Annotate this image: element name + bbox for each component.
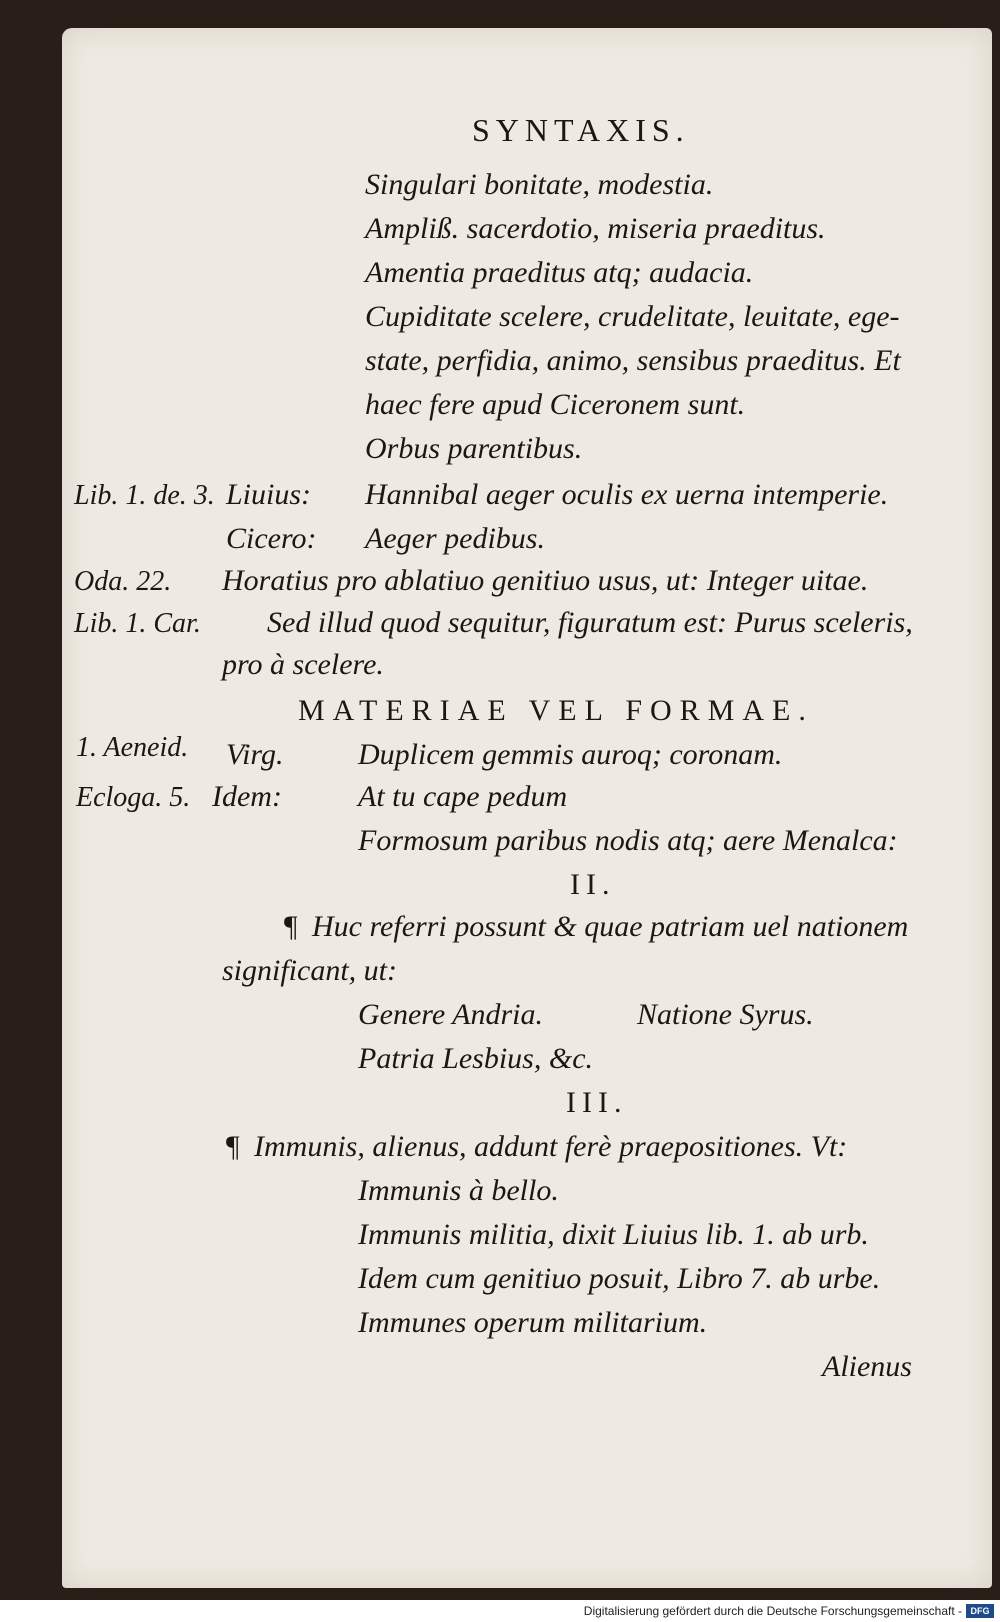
text-line: Idem cum genitiuo posuit, Libro 7. ab urbe. bbox=[358, 1262, 881, 1295]
text-line: Genere Andria. bbox=[358, 998, 543, 1031]
pilcrow-icon: ¶ bbox=[226, 1130, 240, 1163]
text-line: haec fere apud Ciceronem sunt. bbox=[365, 388, 746, 421]
margin-note: Lib. 1. Car. bbox=[74, 608, 201, 639]
margin-note: Lib. 1. de. 3. bbox=[74, 480, 215, 511]
text-line: Amentia praeditus atq; audacia. bbox=[365, 256, 754, 289]
text-line: Singulari bonitate, modestia. bbox=[365, 168, 714, 201]
text-line: Cupiditate scelere, crudelitate, leuitate, ege- bbox=[365, 300, 900, 333]
pilcrow-icon: ¶ bbox=[284, 910, 298, 943]
text-line: Aeger pedibus. bbox=[365, 522, 545, 555]
author-name: Virg. bbox=[226, 738, 284, 771]
book-page bbox=[62, 28, 992, 1588]
text-line: Patria Lesbius, &c. bbox=[358, 1042, 594, 1075]
text-line: Duplicem gemmis auroq; coronam. bbox=[358, 738, 783, 771]
section-number: II. bbox=[570, 868, 616, 901]
text-line: Immunis à bello. bbox=[358, 1174, 559, 1207]
text-line: Natione Syrus. bbox=[637, 998, 814, 1031]
text-line: At tu cape pedum bbox=[358, 780, 568, 813]
margin-note: Oda. 22. bbox=[74, 566, 172, 597]
running-head: SYNTAXIS. bbox=[472, 112, 690, 148]
text-line: Immunis militia, dixit Liuius lib. 1. ab urb. bbox=[358, 1218, 869, 1251]
text-line: Immunes operum militarium. bbox=[358, 1306, 708, 1339]
text-line: Huc referri possunt & quae patriam uel nationem bbox=[312, 910, 909, 943]
text-line: Ampliß. sacerdotio, miseria praeditus. bbox=[365, 212, 826, 245]
text-line: Sed illud quod sequitur, figuratum est: Purus sceleris, bbox=[267, 606, 913, 639]
catchword: Alienus bbox=[822, 1350, 912, 1383]
dfg-logo-icon: DFG bbox=[966, 1604, 994, 1618]
text-line: state, perfidia, animo, sensibus praeditus. Et bbox=[365, 344, 901, 377]
text-line: pro à scelere. bbox=[222, 648, 384, 681]
text-line: Formosum paribus nodis atq; aere Menalca: bbox=[358, 824, 898, 857]
author-name: Liuius: bbox=[226, 478, 312, 511]
section-number: III. bbox=[566, 1086, 628, 1119]
digitization-footer bbox=[0, 1600, 1000, 1622]
author-name: Cicero: bbox=[226, 522, 317, 555]
author-name: Idem: bbox=[212, 780, 282, 813]
text-line: Hannibal aeger oculis ex uerna intemperie. bbox=[365, 478, 889, 511]
text-line: Immunis, alienus, addunt ferè praepositiones. Vt: bbox=[254, 1130, 848, 1163]
section-heading: MATERIAE VEL FORMAE. bbox=[298, 694, 814, 727]
text-line: Orbus parentibus. bbox=[365, 432, 583, 465]
text-line: Horatius pro ablatiuo genitiuo usus, ut: Integer uitae. bbox=[222, 564, 869, 597]
footer-text: Digitalisierung gefördert durch die Deutsche Forschungsgemeinschaft - bbox=[583, 1604, 962, 1618]
margin-note: Ecloga. 5. bbox=[76, 782, 191, 813]
text-line: significant, ut: bbox=[222, 954, 397, 987]
margin-note: 1. Aeneid. bbox=[76, 732, 189, 763]
